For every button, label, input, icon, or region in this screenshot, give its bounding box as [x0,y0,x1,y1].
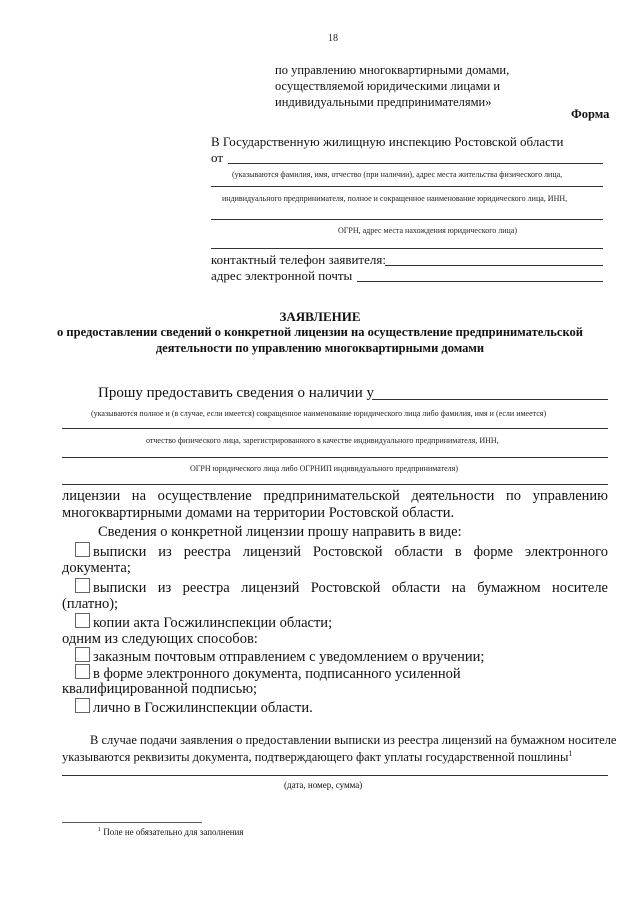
footnote-mark: 1 [568,749,573,758]
footnote [98,827,244,837]
method-in-person-label: лично в Госжилинспекции области. [93,700,313,716]
applicant-field-3[interactable] [211,219,603,220]
page-number: 18 [328,33,338,44]
payment-note-text: указываются реквизиты документа, подтверждающего факт уплаты государственной пошлины [62,750,569,765]
applicant-field-2[interactable] [211,186,603,187]
header-line: по управлению многоквартирными домами, [275,63,510,77]
option-electronic-checkbox[interactable] [75,542,90,557]
option-paper-checkbox[interactable] [75,578,90,593]
option-act-copy-checkbox[interactable] [75,613,90,628]
method-in-person [75,698,313,717]
footnote-separator [62,822,202,823]
licensee-field-4[interactable] [62,484,608,485]
method-electronic-checkbox[interactable] [75,664,90,679]
payment-note [62,749,572,765]
applicant-hint: (указываются фамилия, имя, отчество (при наличии), адрес места жительства физического лица, [232,170,563,179]
method-mail-checkbox[interactable] [75,647,90,662]
email-label: адрес электронной почты [211,268,353,283]
option-paper-label: выписки из реестра лицензий Ростовской области на бумажном носителе [93,580,608,596]
form-intro: Сведения о конкретной лицензии прошу направить в виде: [98,524,462,540]
licensee-field-2[interactable] [62,428,608,429]
applicant-hint: ОГРН, адрес места нахождения юридического лица) [338,226,518,235]
option-electronic [75,542,608,561]
phone-label: контактный телефон заявителя: [211,252,386,267]
licensee-field-3[interactable] [62,457,608,458]
document-subtitle: деятельности по управлению многоквартирными домами [155,341,485,355]
option-electronic-cont: документа; [62,560,131,576]
addressee: В Государственную жилищную инспекцию Ростовской области [211,134,564,149]
from-label: от [211,150,224,165]
licence-text: многоквартирными домами на территории Ростовской области. [62,505,455,521]
option-act-copy-label: копии акта Госжилинспекции области; [93,615,333,631]
method-mail-label: заказным почтовым отправлением с уведомлением о вручении; [93,649,485,665]
request-text: Прошу предоставить сведения о наличии у [98,385,374,401]
method-electronic-label: в форме электронного документа, подписанного усиленной [93,666,461,682]
document-subtitle: о предоставлении сведений о конкретной лицензии на осуществление предпринимательской [57,325,583,339]
option-act-copy [75,613,332,632]
header-line: индивидуальными предпринимателями» [275,95,492,109]
payment-field[interactable] [62,775,608,776]
licensee-hint: (указываются полное и (в случае, если имеется) сокращенное наименование юридического лица либо фамилия, имя и (если имеется) [91,409,547,418]
document-title: ЗАЯВЛЕНИЕ [279,309,361,324]
method-electronic-cont: квалифицированной подписью; [62,681,258,697]
licensee-hint: ОГРН юридического лица либо ОГРНИП индивидуального предпринимателя) [190,464,458,473]
licence-text: лицензии на осуществление предпринимательской деятельности по управлению [62,488,608,504]
footnote-number: 1 [98,827,101,833]
phone-field[interactable] [385,265,603,266]
option-paper [75,578,608,597]
methods-intro: одним из следующих способов: [62,631,258,647]
method-in-person-checkbox[interactable] [75,698,90,713]
form-label: Форма [571,107,610,121]
option-paper-cont: (платно); [62,596,119,612]
footnote-text: Поле не обязательно для заполнения [103,827,244,837]
payment-hint: (дата, номер, сумма) [284,780,363,790]
header-line: осуществляемой юридическими лицами и [275,79,501,93]
option-electronic-label: выписки из реестра лицензий Ростовской области в форме электронного [93,544,608,560]
header-block [275,62,509,110]
from-field[interactable] [228,163,603,164]
licensee-hint: отчество физического лица, зарегистрированного в качестве индивидуального предпринимателя, ИНН, [146,436,499,445]
email-field[interactable] [357,281,603,282]
payment-note: В случае подачи заявления о предоставлении выписки из реестра лицензий на бумажном носителе [90,733,617,747]
applicant-field-4[interactable] [211,248,603,249]
applicant-hint: индивидуального предпринимателя, полное и сокращенное наименование юридического лица, ИНН, [222,194,568,203]
licensee-field[interactable] [372,399,608,400]
